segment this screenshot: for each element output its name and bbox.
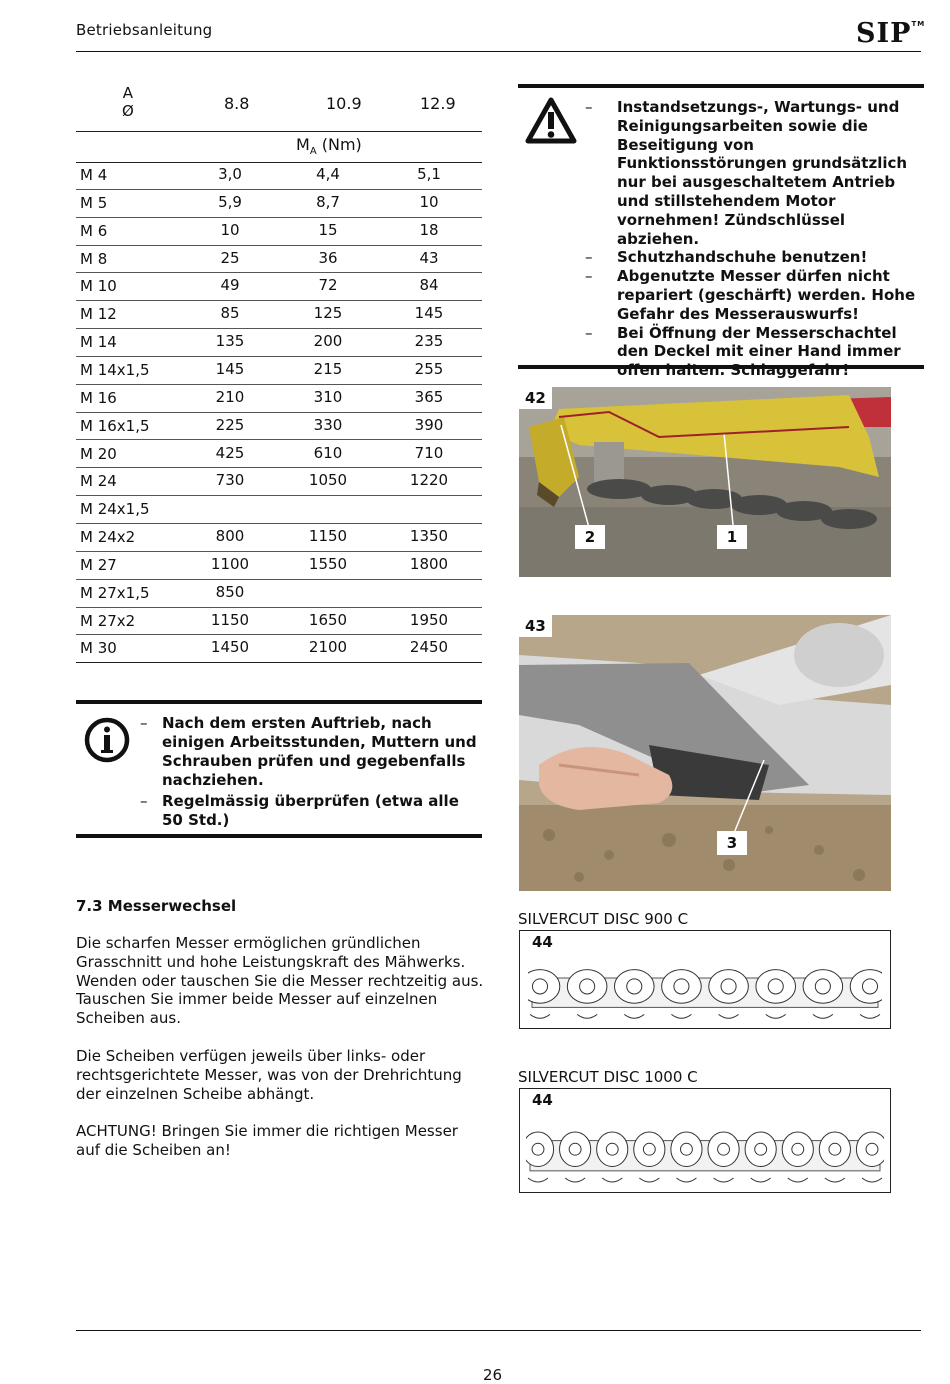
torque-value-cell: 125 [313,304,343,323]
disc-900-diagram [519,930,891,1029]
torque-value-cell: 800 [215,527,245,546]
torque-value-cell: 210 [215,387,245,406]
section-paragraph: ACHTUNG! Bringen Sie immer die richtigen Messer auf die Scheiben an! [76,1122,458,1159]
torque-value-cell: 43 [419,248,439,267]
torque-value-cell: 135 [215,332,245,351]
document-header-title: Betriebsanleitung [76,21,213,39]
header-a: A [122,84,134,102]
ma-subscript: A [309,146,317,158]
torque-value-cell: 255 [414,359,444,378]
warning-notice-text: Bei Öffnung der Messerschachtel den Deckel mit einer Hand immer offen halten. Schlaggefahr! [617,323,901,380]
dash: – [585,267,593,286]
torque-table-row [76,328,482,357]
thread-size-cell: M 4 [80,166,108,184]
torque-value-cell: 18 [419,220,439,239]
torque-unit-label [296,135,362,157]
cutting-disc [560,1132,591,1182]
torque-value-cell: 610 [313,443,343,462]
torque-table-row [76,523,482,552]
callout-label: 2 [575,525,605,549]
cutting-disc [528,970,560,1019]
logo-text: SIP [856,18,912,49]
thread-size-cell: M 16 [80,388,117,407]
torque-value-cell: 25 [220,248,240,267]
cutting-disc [597,1132,628,1182]
sip-logo [856,18,925,49]
figure-number: 42 [519,387,552,409]
thread-size-cell: M 6 [80,221,108,240]
cutting-disc [634,1132,665,1182]
callout-label: 3 [717,831,747,855]
blade-change-illustration [519,615,891,891]
thread-size-cell: M 14 [80,333,117,352]
warning-notice-text: Abgenutzte Messer dürfen nicht repariert (geschärft) werden. Hohe Gefahr des Messerauswurfs! [617,267,916,323]
cutting-disc [850,970,882,1019]
torque-value-cell: 1050 [308,471,348,490]
thread-size-cell: M 14x1,5 [80,360,150,379]
thread-size-cell: M 24x1,5 [80,500,150,519]
thread-size-cell: M 12 [80,305,117,324]
torque-value-cell: 1150 [308,527,348,546]
cutting-disc [745,1132,776,1182]
dash: – [585,323,593,342]
torque-value-cell: 5,1 [417,165,441,183]
info-notice-box [76,700,482,838]
thread-size-cell: M 30 [80,639,117,658]
torque-value-cell: 8,7 [316,192,340,211]
torque-table-row [76,579,482,608]
header-diameter: Ø [122,102,134,120]
info-notice-list [140,714,478,830]
torque-value-cell: 4,4 [316,165,340,183]
footer-rule [76,1330,921,1331]
torque-value-cell: 84 [419,276,439,295]
torque-value-cell: 200 [313,332,343,351]
cutting-disc [671,1132,702,1182]
header-rule [76,51,921,52]
torque-value-cell: 10 [419,192,439,211]
thread-size-cell: M 16x1,5 [80,416,150,435]
torque-value-cell: 36 [318,248,338,267]
thread-size-cell: M 24x2 [80,528,136,547]
cutterbar-diagram-1000 [526,1119,884,1191]
torque-table-row [76,272,482,301]
torque-value-cell: 1650 [308,610,348,629]
figure-43-photo [519,615,891,891]
torque-table-row [76,634,482,663]
torque-value-cell: 710 [414,443,444,462]
torque-table-row [76,384,482,413]
cutting-disc [819,1132,850,1182]
torque-value-cell: 72 [318,276,338,295]
cutting-disc [856,1132,884,1182]
warning-notice-text: Schutzhandschuhe benutzen! [617,248,868,267]
cutting-disc [662,970,702,1019]
torque-value-cell: 2450 [409,638,449,657]
torque-table-row [76,495,482,524]
warning-triangle-icon [524,96,578,146]
torque-value-cell: 15 [318,220,338,239]
torque-table-row [76,467,482,496]
torque-value-cell: 85 [220,304,240,323]
ma-unit: (Nm) [321,135,362,154]
torque-value-cell: 145 [215,359,245,378]
dash: – [140,714,148,732]
cutting-disc [567,970,607,1019]
torque-value-cell: 215 [313,359,343,378]
torque-table-row [76,217,482,246]
torque-table-row [76,440,482,469]
disc-1000-diagram [519,1088,891,1193]
disc-1000-title: SILVERCUT DISC 1000 C [518,1068,698,1086]
info-notice-text: Nach dem ersten Auftrieb, nach einigen Arbeitsstunden, Muttern und Schrauben prüfen und gegebenfalls nachziehen. [162,714,477,789]
thread-size-cell: M 5 [80,193,108,212]
torque-value-cell: 1150 [210,610,250,629]
torque-value-cell: 2100 [308,638,348,657]
torque-table-header [76,84,482,132]
thread-size-cell: M 27x2 [80,611,136,630]
cutting-disc [803,970,843,1019]
section-title: 7.3 Messerwechsel [76,897,237,915]
torque-value-cell: 425 [215,443,245,462]
ma-label: M [296,135,310,154]
thread-size-cell: M 20 [80,444,117,463]
torque-value-cell: 730 [215,471,245,490]
cutting-disc [709,970,749,1019]
torque-value-cell: 1800 [409,554,449,573]
page-number: 26 [482,1366,503,1384]
dash: – [140,792,148,810]
figure-number: 44 [532,1091,553,1109]
cutting-disc [526,1132,554,1182]
torque-value-cell: 1350 [409,527,449,546]
warning-notice-list [585,98,917,380]
warning-notice-text: Instandsetzungs-, Wartungs- und Reinigungsarbeiten sowie die Beseitigung von Funktionsstörungen grundsätzlich nur bei ausgeschaltetem Antrieb und stillstehendem Motor vornehmen! Zündschlüssel abziehen. [617,98,908,248]
figure-42-photo [519,387,891,577]
thread-size-cell: M 8 [80,249,108,268]
torque-value-cell: 5,9 [218,192,242,211]
figure-number: 43 [519,615,552,637]
thread-size-cell: M 24 [80,472,117,491]
torque-value-cell: 850 [215,582,245,601]
section-paragraph: Die Scheiben verfügen jeweils über links- oder rechtsgerichtete Messer, was von der Drehrichtung der einzelnen Scheibe abhängt. [76,1047,462,1103]
thread-size-cell: M 10 [80,277,117,296]
torque-value-cell: 365 [414,387,444,406]
warning-notice-box [518,84,924,380]
torque-table-row [76,245,482,274]
torque-value-cell: 1220 [409,471,449,490]
torque-value-cell: 145 [414,304,444,323]
torque-value-cell: 310 [313,387,343,406]
cutting-disc [782,1132,813,1182]
warning-notice-item [585,323,917,380]
torque-table-row [76,356,482,385]
torque-table-row [76,300,482,329]
torque-value-cell: 1550 [308,554,348,573]
warning-notice-item [585,248,917,267]
info-icon [83,716,131,764]
torque-value-cell: 1950 [409,610,449,629]
grade-12-9: 12.9 [420,94,456,113]
torque-value-cell: 225 [215,415,245,434]
cutting-disc [708,1132,739,1182]
cutterbar-diagram-900 [528,957,882,1027]
thread-size-cell: M 27 [80,555,117,574]
torque-value-cell: 10 [220,220,240,239]
torque-value-cell: 1100 [210,554,250,573]
figure-number: 44 [532,933,553,951]
info-notice-item [140,792,478,830]
torque-value-cell: 330 [313,415,343,434]
dash: – [585,98,593,116]
torque-value-cell: 235 [414,332,444,351]
torque-value-cell: 49 [220,276,240,295]
torque-table-row [76,412,482,441]
cutting-disc [614,970,654,1019]
thread-size-cell: M 27x1,5 [80,583,150,602]
warning-notice-item [585,98,917,248]
torque-value-cell: 3,0 [218,165,242,183]
header-a-cell [122,84,134,120]
callout-label: 1 [717,525,747,549]
torque-table-row [76,189,482,218]
disc-900-title: SILVERCUT DISC 900 C [518,910,689,928]
warning-notice-item [585,267,917,323]
section-paragraph: Die scharfen Messer ermöglichen gründlichen Grasschnitt und hohe Leistungskraft des Mähwerks. Wenden oder tauschen Sie die Messer rechtzeitig aus. Tauschen Sie immer beide Messer auf einzelnen Scheiben aus. [76,934,484,1028]
dash: – [585,248,593,267]
info-notice-text: Regelmässig überprüfen (etwa alle 50 Std.) [162,792,459,829]
torque-unit-row [76,131,482,163]
grade-10-9: 10.9 [326,94,362,113]
torque-value-cell: 1450 [210,638,250,657]
torque-table-row [76,607,482,636]
grade-8-8: 8.8 [224,94,250,113]
torque-table-row [76,551,482,580]
torque-value-cell: 390 [414,415,444,434]
torque-table-row [76,161,482,190]
logo-trademark: TM [911,20,926,28]
cutting-disc [756,970,796,1019]
info-notice-item [140,714,478,790]
